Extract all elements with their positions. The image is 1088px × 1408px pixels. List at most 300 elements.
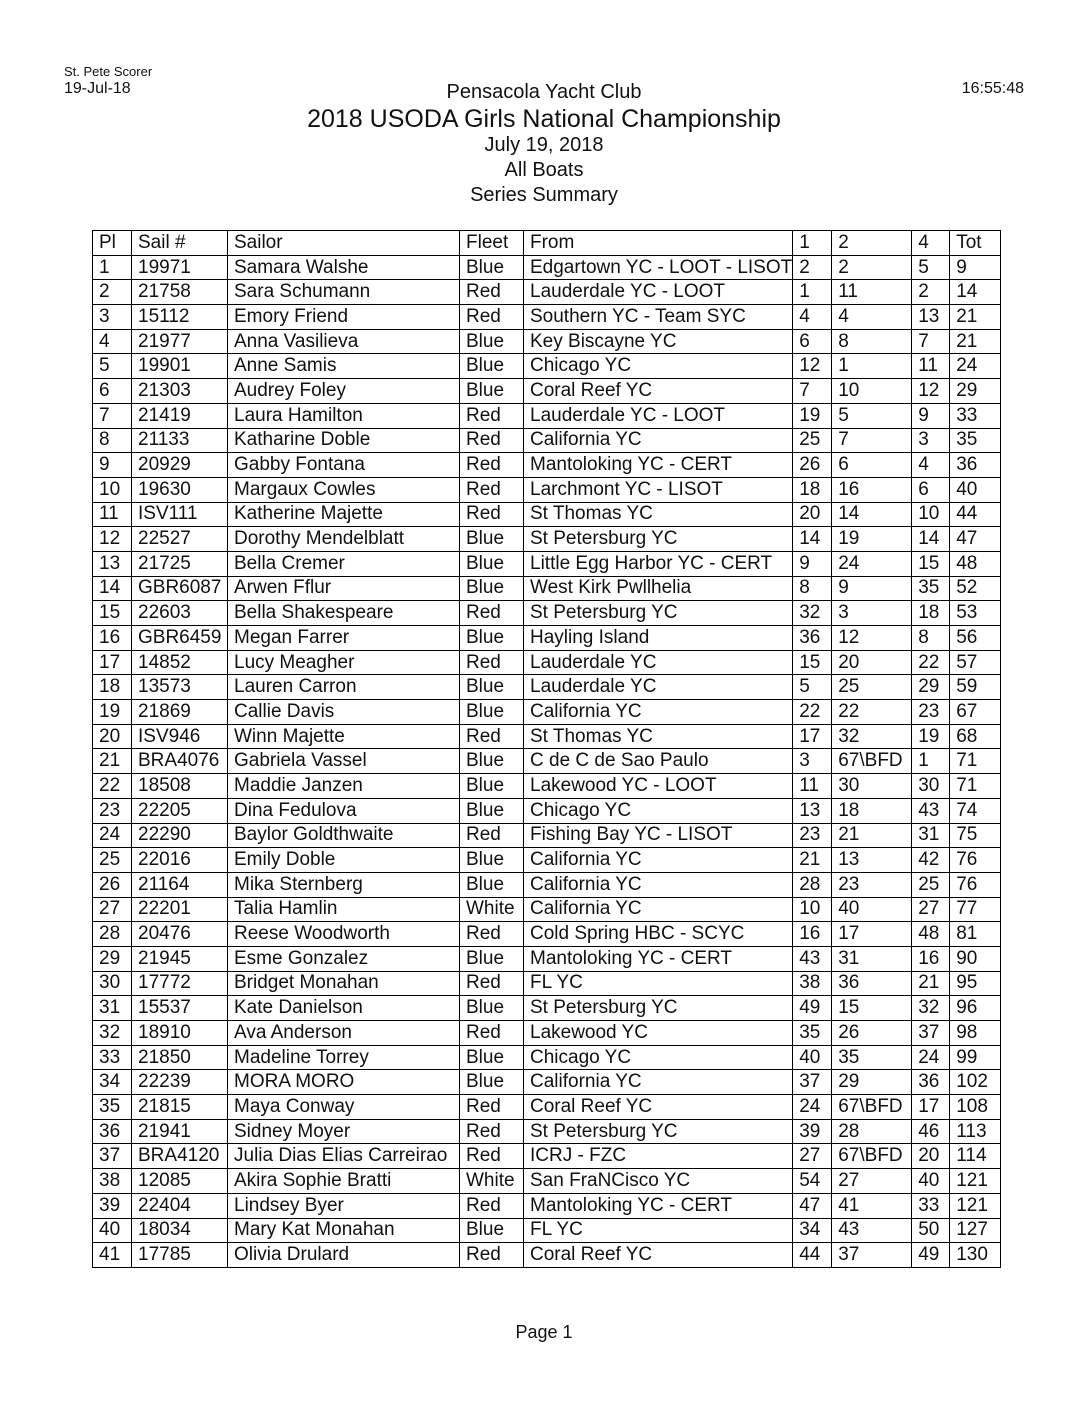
place-cell: 40 — [93, 1218, 132, 1243]
from-cell: Larchmont YC - LISOT — [524, 477, 793, 502]
sailor-cell: Dorothy Mendelblatt — [228, 527, 460, 552]
from-cell: Hayling Island — [524, 626, 793, 651]
race-4-cell: 32 — [912, 996, 950, 1021]
total-cell: 113 — [950, 1119, 1001, 1144]
sailor-cell: Bridget Monahan — [228, 971, 460, 996]
fleet-cell: Blue — [460, 1045, 524, 1070]
race-2-cell: 13 — [832, 848, 912, 873]
from-cell: Key Biscayne YC — [524, 329, 793, 354]
column-header-fleet: Fleet — [460, 231, 524, 256]
total-cell: 121 — [950, 1193, 1001, 1218]
total-cell: 48 — [950, 551, 1001, 576]
race-4-cell: 17 — [912, 1095, 950, 1120]
place-cell: 41 — [93, 1243, 132, 1268]
fleet-cell: Red — [460, 601, 524, 626]
sail-number-cell: 21133 — [132, 428, 228, 453]
sailor-cell: MORA MORO — [228, 1070, 460, 1095]
table-row — [93, 1045, 1001, 1070]
sail-number-cell: 19630 — [132, 477, 228, 502]
from-cell: St Petersburg YC — [524, 527, 793, 552]
from-cell: Coral Reef YC — [524, 1095, 793, 1120]
sailor-cell: Anne Samis — [228, 354, 460, 379]
sailor-cell: Baylor Goldthwaite — [228, 823, 460, 848]
column-header-race-1: 1 — [793, 231, 832, 256]
place-cell: 39 — [93, 1193, 132, 1218]
race-2-cell: 11 — [832, 280, 912, 305]
race-4-cell: 33 — [912, 1193, 950, 1218]
race-1-cell: 25 — [793, 428, 832, 453]
fleet-cell: Blue — [460, 255, 524, 280]
fleet-cell: White — [460, 897, 524, 922]
sail-number-cell: 22205 — [132, 798, 228, 823]
fleet-cell: Blue — [460, 700, 524, 725]
event-title: 2018 USODA Girls National Championship — [307, 105, 781, 133]
table-row — [93, 626, 1001, 651]
race-1-cell: 6 — [793, 329, 832, 354]
race-4-cell: 46 — [912, 1119, 950, 1144]
from-cell: California YC — [524, 848, 793, 873]
sail-number-cell: 21850 — [132, 1045, 228, 1070]
race-4-cell: 35 — [912, 576, 950, 601]
sailor-cell: Sara Schumann — [228, 280, 460, 305]
scorer-name: St. Pete Scorer — [64, 64, 153, 79]
place-cell: 8 — [93, 428, 132, 453]
table-row — [93, 329, 1001, 354]
sail-number-cell: GBR6087 — [132, 576, 228, 601]
column-header-total: Tot — [950, 231, 1001, 256]
table-row — [93, 650, 1001, 675]
table-row — [93, 576, 1001, 601]
place-cell: 13 — [93, 551, 132, 576]
sailor-cell: Bella Shakespeare — [228, 601, 460, 626]
sail-number-cell: 22527 — [132, 527, 228, 552]
race-2-cell: 31 — [832, 946, 912, 971]
fleet-cell: Blue — [460, 774, 524, 799]
from-cell: Lakewood YC — [524, 1021, 793, 1046]
total-cell: 114 — [950, 1144, 1001, 1169]
sail-number-cell: 12085 — [132, 1169, 228, 1194]
sail-number-cell: 21164 — [132, 872, 228, 897]
race-2-cell: 35 — [832, 1045, 912, 1070]
sail-number-cell: 21725 — [132, 551, 228, 576]
sailor-cell: Laura Hamilton — [228, 403, 460, 428]
total-cell: 24 — [950, 354, 1001, 379]
place-cell: 23 — [93, 798, 132, 823]
race-2-cell: 30 — [832, 774, 912, 799]
total-cell: 81 — [950, 922, 1001, 947]
table-row — [93, 502, 1001, 527]
race-2-cell: 25 — [832, 675, 912, 700]
place-cell: 9 — [93, 453, 132, 478]
total-cell: 52 — [950, 576, 1001, 601]
race-1-cell: 1 — [793, 280, 832, 305]
race-2-cell: 10 — [832, 379, 912, 404]
sail-number-cell: GBR6459 — [132, 626, 228, 651]
race-4-cell: 49 — [912, 1243, 950, 1268]
table-row — [93, 1193, 1001, 1218]
place-cell: 26 — [93, 872, 132, 897]
total-cell: 29 — [950, 379, 1001, 404]
race-2-cell: 43 — [832, 1218, 912, 1243]
place-cell: 34 — [93, 1070, 132, 1095]
table-row — [93, 1218, 1001, 1243]
column-header-race-4: 4 — [912, 231, 950, 256]
race-1-cell: 20 — [793, 502, 832, 527]
race-4-cell: 23 — [912, 700, 950, 725]
from-cell: St Petersburg YC — [524, 601, 793, 626]
race-4-cell: 29 — [912, 675, 950, 700]
fleet-cell: Red — [460, 1243, 524, 1268]
race-4-cell: 12 — [912, 379, 950, 404]
total-cell: 44 — [950, 502, 1001, 527]
fleet-cell: Red — [460, 305, 524, 330]
fleet-cell: Blue — [460, 626, 524, 651]
total-cell: 9 — [950, 255, 1001, 280]
sailor-cell: Anna Vasilieva — [228, 329, 460, 354]
sailor-cell: Audrey Foley — [228, 379, 460, 404]
fleet-cell: White — [460, 1169, 524, 1194]
table-row — [93, 601, 1001, 626]
place-cell: 32 — [93, 1021, 132, 1046]
race-4-cell: 1 — [912, 749, 950, 774]
from-cell: Little Egg Harbor YC - CERT — [524, 551, 793, 576]
sail-number-cell: 18910 — [132, 1021, 228, 1046]
race-1-cell: 13 — [793, 798, 832, 823]
race-2-cell: 67\BFD — [832, 749, 912, 774]
sail-number-cell: 14852 — [132, 650, 228, 675]
total-cell: 95 — [950, 971, 1001, 996]
sail-number-cell: 19901 — [132, 354, 228, 379]
sailor-cell: Margaux Cowles — [228, 477, 460, 502]
sailor-cell: Maddie Janzen — [228, 774, 460, 799]
race-1-cell: 43 — [793, 946, 832, 971]
fleet-cell: Blue — [460, 551, 524, 576]
race-4-cell: 21 — [912, 971, 950, 996]
race-4-cell: 30 — [912, 774, 950, 799]
race-2-cell: 22 — [832, 700, 912, 725]
race-2-cell: 27 — [832, 1169, 912, 1194]
race-4-cell: 22 — [912, 650, 950, 675]
sail-number-cell: 15112 — [132, 305, 228, 330]
table-row — [93, 996, 1001, 1021]
from-cell: Lauderdale YC - LOOT — [524, 280, 793, 305]
from-cell: St Petersburg YC — [524, 996, 793, 1021]
table-row — [93, 403, 1001, 428]
from-cell: Lakewood YC - LOOT — [524, 774, 793, 799]
total-cell: 14 — [950, 280, 1001, 305]
race-1-cell: 16 — [793, 922, 832, 947]
place-cell: 11 — [93, 502, 132, 527]
table-row — [93, 946, 1001, 971]
table-row — [93, 774, 1001, 799]
sailor-cell: Julia Dias Elias Carreirao — [228, 1144, 460, 1169]
race-2-cell: 17 — [832, 922, 912, 947]
fleet-cell: Red — [460, 403, 524, 428]
sailor-cell: Katharine Doble — [228, 428, 460, 453]
from-cell: Mantoloking YC - CERT — [524, 946, 793, 971]
total-cell: 33 — [950, 403, 1001, 428]
from-cell: FL YC — [524, 971, 793, 996]
race-2-cell: 36 — [832, 971, 912, 996]
fleet-cell: Blue — [460, 749, 524, 774]
race-4-cell: 4 — [912, 453, 950, 478]
table-row — [93, 551, 1001, 576]
table-row — [93, 305, 1001, 330]
table-row — [93, 477, 1001, 502]
race-1-cell: 22 — [793, 700, 832, 725]
from-cell: California YC — [524, 700, 793, 725]
fleet-cell: Red — [460, 280, 524, 305]
race-2-cell: 32 — [832, 724, 912, 749]
table-row — [93, 354, 1001, 379]
total-cell: 121 — [950, 1169, 1001, 1194]
race-4-cell: 43 — [912, 798, 950, 823]
from-cell: Chicago YC — [524, 1045, 793, 1070]
fleet-cell: Red — [460, 650, 524, 675]
sailor-cell: Mika Sternberg — [228, 872, 460, 897]
race-4-cell: 19 — [912, 724, 950, 749]
results-table — [92, 230, 1001, 1268]
sail-number-cell: 22603 — [132, 601, 228, 626]
total-cell: 102 — [950, 1070, 1001, 1095]
place-cell: 15 — [93, 601, 132, 626]
place-cell: 17 — [93, 650, 132, 675]
table-row — [93, 280, 1001, 305]
table-row — [93, 453, 1001, 478]
column-header-sailor: Sailor — [228, 231, 460, 256]
sail-number-cell: ISV111 — [132, 502, 228, 527]
race-4-cell: 18 — [912, 601, 950, 626]
total-cell: 68 — [950, 724, 1001, 749]
place-cell: 36 — [93, 1119, 132, 1144]
table-row — [93, 675, 1001, 700]
race-2-cell: 3 — [832, 601, 912, 626]
table-row — [93, 749, 1001, 774]
sailor-cell: Bella Cremer — [228, 551, 460, 576]
place-cell: 35 — [93, 1095, 132, 1120]
race-4-cell: 14 — [912, 527, 950, 552]
race-2-cell: 12 — [832, 626, 912, 651]
sailor-cell: Winn Majette — [228, 724, 460, 749]
total-cell: 21 — [950, 305, 1001, 330]
sailor-cell: Lucy Meagher — [228, 650, 460, 675]
from-cell: Lauderdale YC — [524, 650, 793, 675]
race-2-cell: 15 — [832, 996, 912, 1021]
from-cell: St Thomas YC — [524, 502, 793, 527]
from-cell: St Thomas YC — [524, 724, 793, 749]
club-name: Pensacola Yacht Club — [446, 81, 642, 103]
fleet-cell: Blue — [460, 527, 524, 552]
sail-number-cell: 22404 — [132, 1193, 228, 1218]
sail-number-cell: 21758 — [132, 280, 228, 305]
race-1-cell: 5 — [793, 675, 832, 700]
race-1-cell: 32 — [793, 601, 832, 626]
fleet-cell: Blue — [460, 379, 524, 404]
fleet-cell: Blue — [460, 354, 524, 379]
fleet-cell: Red — [460, 1021, 524, 1046]
race-4-cell: 27 — [912, 897, 950, 922]
race-1-cell: 38 — [793, 971, 832, 996]
place-cell: 14 — [93, 576, 132, 601]
sail-number-cell: 21303 — [132, 379, 228, 404]
total-cell: 127 — [950, 1218, 1001, 1243]
from-cell: Coral Reef YC — [524, 379, 793, 404]
total-cell: 74 — [950, 798, 1001, 823]
race-2-cell: 40 — [832, 897, 912, 922]
sail-number-cell: 21977 — [132, 329, 228, 354]
sail-number-cell: 17785 — [132, 1243, 228, 1268]
sail-number-cell: 17772 — [132, 971, 228, 996]
sail-number-cell: 22290 — [132, 823, 228, 848]
race-4-cell: 8 — [912, 626, 950, 651]
sail-number-cell: 18034 — [132, 1218, 228, 1243]
place-cell: 5 — [93, 354, 132, 379]
table-row — [93, 922, 1001, 947]
total-cell: 98 — [950, 1021, 1001, 1046]
sailor-cell: Dina Fedulova — [228, 798, 460, 823]
fleet-cell: Red — [460, 971, 524, 996]
sail-number-cell: 22239 — [132, 1070, 228, 1095]
sailor-cell: Mary Kat Monahan — [228, 1218, 460, 1243]
total-cell: 67 — [950, 700, 1001, 725]
table-row — [93, 724, 1001, 749]
race-2-cell: 67\BFD — [832, 1144, 912, 1169]
place-cell: 38 — [93, 1169, 132, 1194]
table-row — [93, 823, 1001, 848]
from-cell: Lauderdale YC — [524, 675, 793, 700]
sail-number-cell: 22016 — [132, 848, 228, 873]
sailor-cell: Madeline Torrey — [228, 1045, 460, 1070]
from-cell: Edgartown YC - LOOT - LISOT — [524, 255, 793, 280]
from-cell: Cold Spring HBC - SCYC — [524, 922, 793, 947]
sail-number-cell: 21941 — [132, 1119, 228, 1144]
race-1-cell: 3 — [793, 749, 832, 774]
fleet-cell: Red — [460, 453, 524, 478]
table-row — [93, 897, 1001, 922]
event-date: July 19, 2018 — [484, 134, 604, 156]
table-row — [93, 527, 1001, 552]
race-1-cell: 7 — [793, 379, 832, 404]
race-4-cell: 42 — [912, 848, 950, 873]
table-row — [93, 1095, 1001, 1120]
race-2-cell: 2 — [832, 255, 912, 280]
from-cell: Fishing Bay YC - LISOT — [524, 823, 793, 848]
fleet-cell: Red — [460, 477, 524, 502]
from-cell: Southern YC - Team SYC — [524, 305, 793, 330]
sailor-cell: Sidney Moyer — [228, 1119, 460, 1144]
from-cell: California YC — [524, 897, 793, 922]
race-4-cell: 37 — [912, 1021, 950, 1046]
fleet-cell: Red — [460, 922, 524, 947]
total-cell: 57 — [950, 650, 1001, 675]
race-1-cell: 8 — [793, 576, 832, 601]
race-2-cell: 7 — [832, 428, 912, 453]
race-1-cell: 44 — [793, 1243, 832, 1268]
sailor-cell: Megan Farrer — [228, 626, 460, 651]
race-1-cell: 4 — [793, 305, 832, 330]
sailor-cell: Akira Sophie Bratti — [228, 1169, 460, 1194]
table-row — [93, 1144, 1001, 1169]
race-1-cell: 18 — [793, 477, 832, 502]
total-cell: 90 — [950, 946, 1001, 971]
fleet-cell: Red — [460, 1193, 524, 1218]
table-row — [93, 428, 1001, 453]
sail-number-cell: 21869 — [132, 700, 228, 725]
race-2-cell: 20 — [832, 650, 912, 675]
race-2-cell: 5 — [832, 403, 912, 428]
from-cell: St Petersburg YC — [524, 1119, 793, 1144]
race-1-cell: 10 — [793, 897, 832, 922]
race-2-cell: 18 — [832, 798, 912, 823]
total-cell: 40 — [950, 477, 1001, 502]
place-cell: 19 — [93, 700, 132, 725]
report-time: 16:55:48 — [961, 80, 1024, 97]
place-cell: 20 — [93, 724, 132, 749]
sailor-cell: Emily Doble — [228, 848, 460, 873]
fleet-cell: Blue — [460, 946, 524, 971]
race-4-cell: 2 — [912, 280, 950, 305]
from-cell: West Kirk Pwllhelia — [524, 576, 793, 601]
from-cell: FL YC — [524, 1218, 793, 1243]
race-1-cell: 2 — [793, 255, 832, 280]
race-2-cell: 29 — [832, 1070, 912, 1095]
sail-number-cell: 18508 — [132, 774, 228, 799]
race-4-cell: 3 — [912, 428, 950, 453]
total-cell: 130 — [950, 1243, 1001, 1268]
column-header-race-2: 2 — [832, 231, 912, 256]
race-4-cell: 31 — [912, 823, 950, 848]
place-cell: 27 — [93, 897, 132, 922]
race-1-cell: 28 — [793, 872, 832, 897]
place-cell: 1 — [93, 255, 132, 280]
place-cell: 7 — [93, 403, 132, 428]
total-cell: 47 — [950, 527, 1001, 552]
sail-number-cell: 20929 — [132, 453, 228, 478]
total-cell: 76 — [950, 872, 1001, 897]
table-body — [93, 255, 1001, 1267]
race-2-cell: 6 — [832, 453, 912, 478]
from-cell: San FraNCisco YC — [524, 1169, 793, 1194]
race-4-cell: 15 — [912, 551, 950, 576]
table-row — [93, 1169, 1001, 1194]
race-1-cell: 37 — [793, 1070, 832, 1095]
sailor-cell: Kate Danielson — [228, 996, 460, 1021]
sail-number-cell: 21419 — [132, 403, 228, 428]
column-header-sail-number: Sail # — [132, 231, 228, 256]
table-row — [93, 1243, 1001, 1268]
sailor-cell: Lauren Carron — [228, 675, 460, 700]
total-cell: 99 — [950, 1045, 1001, 1070]
total-cell: 36 — [950, 453, 1001, 478]
sailor-cell: Ava Anderson — [228, 1021, 460, 1046]
from-cell: ICRJ - FZC — [524, 1144, 793, 1169]
sail-number-cell: ISV946 — [132, 724, 228, 749]
total-cell: 71 — [950, 749, 1001, 774]
race-4-cell: 50 — [912, 1218, 950, 1243]
title-block — [0, 80, 1088, 208]
place-cell: 6 — [93, 379, 132, 404]
race-1-cell: 40 — [793, 1045, 832, 1070]
race-1-cell: 9 — [793, 551, 832, 576]
from-cell: Lauderdale YC - LOOT — [524, 403, 793, 428]
fleet-cell: Blue — [460, 798, 524, 823]
race-2-cell: 1 — [832, 354, 912, 379]
sail-number-cell: 20476 — [132, 922, 228, 947]
sail-number-cell: BRA4076 — [132, 749, 228, 774]
race-1-cell: 49 — [793, 996, 832, 1021]
from-cell: Chicago YC — [524, 354, 793, 379]
sailor-cell: Talia Hamlin — [228, 897, 460, 922]
